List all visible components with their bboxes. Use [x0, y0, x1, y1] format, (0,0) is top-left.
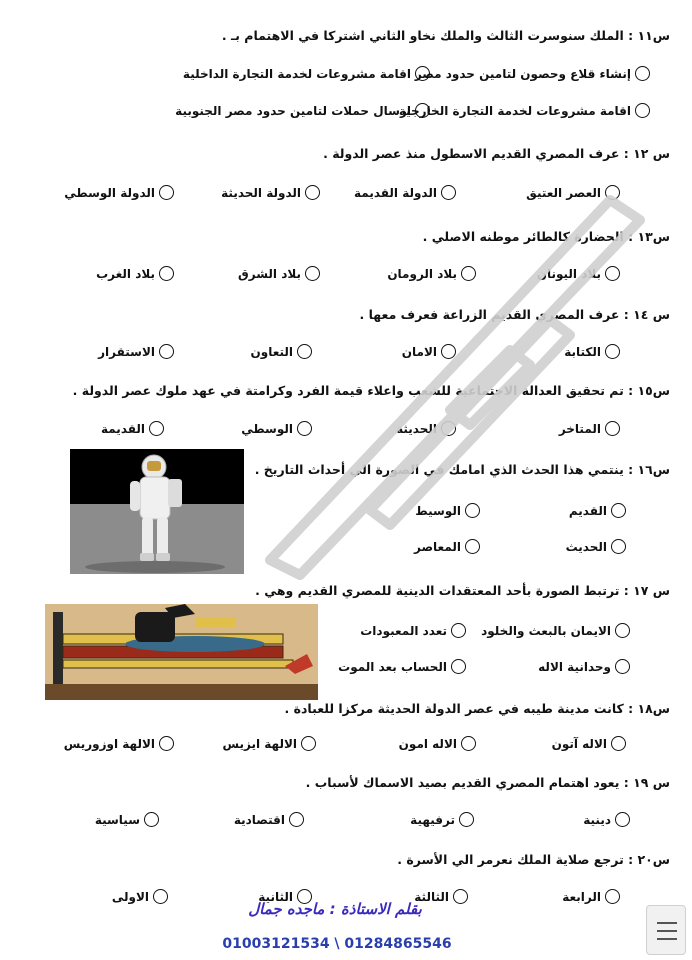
- radio-circle-icon[interactable]: [149, 421, 164, 436]
- q20-option-3[interactable]: الثانية: [258, 889, 312, 904]
- radio-circle-icon[interactable]: [465, 503, 480, 518]
- radio-circle-icon[interactable]: [159, 736, 174, 751]
- radio-circle-icon[interactable]: [415, 103, 430, 118]
- question-17: س ١٧ : ترتبط الصورة بأحد المعتقدات الدينية للمصري القديم وهي .: [255, 583, 670, 598]
- question-18: س١٨ : كانت مدينة طيبه في عصر الدولة الحديثة مركزا للعبادة .: [284, 701, 670, 716]
- q17-option-3[interactable]: وحدانية الاله: [538, 659, 630, 674]
- q17-option-1[interactable]: الايمان بالبعث والخلود: [481, 623, 630, 638]
- q15-option-2[interactable]: الحديثة: [396, 421, 456, 436]
- radio-circle-icon[interactable]: [441, 344, 456, 359]
- radio-circle-icon[interactable]: [611, 503, 626, 518]
- q16-option-4[interactable]: المعاصر: [414, 539, 480, 554]
- question-16: س١٦ : ينتمي هذا الحدث الذي امامك في الصورة الي أحداث التاريخ .: [254, 462, 670, 477]
- menu-button[interactable]: [646, 905, 686, 955]
- radio-circle-icon[interactable]: [441, 185, 456, 200]
- question-20: س٢٠ : ترجع صلاية الملك نعرمر الي الأسرة .: [397, 852, 670, 867]
- hamburger-line-icon: [657, 930, 677, 932]
- question-13: س١٣ : الحضارة كالطائر موطنه الاصلي .: [422, 229, 670, 244]
- q20-option-2[interactable]: الثالثة: [414, 889, 468, 904]
- phone-numbers: 01003121534 \ 01284865546: [222, 936, 452, 952]
- q15-option-1[interactable]: المتاخر: [559, 421, 620, 436]
- q11-option-1[interactable]: إنشاء قلاع وحصون لتامين حدود مصر: [415, 66, 650, 81]
- q17-option-2[interactable]: تعدد المعبودات: [360, 623, 466, 638]
- q20-option-4[interactable]: الاولى: [112, 889, 168, 904]
- radio-circle-icon[interactable]: [451, 623, 466, 638]
- radio-circle-icon[interactable]: [615, 623, 630, 638]
- q13-option-1[interactable]: بلاد اليونان: [537, 266, 620, 281]
- radio-circle-icon[interactable]: [461, 736, 476, 751]
- hamburger-line-icon: [657, 922, 677, 924]
- radio-circle-icon[interactable]: [605, 344, 620, 359]
- anubis-mummification-painting: [45, 604, 318, 700]
- mummification-illustration: [45, 604, 318, 700]
- radio-circle-icon[interactable]: [615, 659, 630, 674]
- q15-option-4[interactable]: القديمة: [101, 421, 164, 436]
- radio-circle-icon[interactable]: [465, 539, 480, 554]
- question-12: س ١٢ : عرف المصري القديم الاسطول منذ عصر الدولة .: [323, 146, 670, 161]
- radio-circle-icon[interactable]: [441, 421, 456, 436]
- q11-option-4[interactable]: ارسال حملات لتامين حدود مصر الجنوبية: [175, 103, 430, 118]
- q18-option-1[interactable]: الاله آتون: [552, 736, 626, 751]
- radio-circle-icon[interactable]: [159, 185, 174, 200]
- hamburger-line-icon: [657, 938, 677, 940]
- radio-circle-icon[interactable]: [305, 185, 320, 200]
- q14-option-2[interactable]: الامان: [402, 344, 456, 359]
- q12-option-2[interactable]: الدولة القديمة: [354, 185, 456, 200]
- q12-option-3[interactable]: الدولة الحديثة: [221, 185, 320, 200]
- q18-option-2[interactable]: الاله امون: [399, 736, 476, 751]
- q16-option-3[interactable]: الحديث: [566, 539, 626, 554]
- q15-option-3[interactable]: الوسطي: [241, 421, 312, 436]
- radio-circle-icon[interactable]: [635, 103, 650, 118]
- q16-option-2[interactable]: الوسيط: [415, 503, 480, 518]
- radio-circle-icon[interactable]: [605, 421, 620, 436]
- radio-circle-icon[interactable]: [297, 421, 312, 436]
- q11-option-3[interactable]: اقامة مشروعات لخدمة التجارة الخارجية: [399, 103, 650, 118]
- q18-option-4[interactable]: الالهة اوزوريس: [64, 736, 174, 751]
- radio-circle-icon[interactable]: [297, 344, 312, 359]
- q13-option-3[interactable]: بلاد الشرق: [238, 266, 320, 281]
- q19-option-4[interactable]: سياسية: [95, 812, 159, 827]
- q14-option-4[interactable]: الاستقرار: [98, 344, 174, 359]
- radio-circle-icon[interactable]: [415, 66, 430, 81]
- question-11: س١١ : الملك سنوسرت الثالث والملك نخاو الثاني اشتركا في الاهتمام بـ .: [221, 28, 670, 43]
- radio-circle-icon[interactable]: [159, 266, 174, 281]
- q16-option-1[interactable]: القديم: [569, 503, 626, 518]
- radio-circle-icon[interactable]: [305, 266, 320, 281]
- q19-option-2[interactable]: ترفيهية: [410, 812, 474, 827]
- question-14: س ١٤ : عرف المصري القديم الزراعة فعرف معها .: [359, 307, 670, 322]
- q14-option-1[interactable]: الكتابة: [564, 344, 620, 359]
- q17-option-4[interactable]: الحساب بعد الموت: [338, 659, 466, 674]
- radio-circle-icon[interactable]: [605, 266, 620, 281]
- radio-circle-icon[interactable]: [153, 889, 168, 904]
- q18-option-3[interactable]: الالهة ايزيس: [223, 736, 316, 751]
- radio-circle-icon[interactable]: [159, 344, 174, 359]
- radio-circle-icon[interactable]: [451, 659, 466, 674]
- q14-option-3[interactable]: التعاون: [251, 344, 313, 359]
- radio-circle-icon[interactable]: [144, 812, 159, 827]
- radio-circle-icon[interactable]: [635, 66, 650, 81]
- q12-option-1[interactable]: العصر العتيق: [526, 185, 620, 200]
- q19-option-1[interactable]: دينية: [583, 812, 630, 827]
- q13-option-2[interactable]: بلاد الرومان: [387, 266, 476, 281]
- radio-circle-icon[interactable]: [461, 266, 476, 281]
- radio-circle-icon[interactable]: [605, 889, 620, 904]
- astronaut-on-moon-photo: [70, 449, 244, 574]
- question-19: س ١٩ : يعود اهتمام المصري القديم بصيد الاسماك لأسباب .: [305, 775, 670, 790]
- radio-circle-icon[interactable]: [301, 736, 316, 751]
- radio-circle-icon[interactable]: [289, 812, 304, 827]
- radio-circle-icon[interactable]: [611, 539, 626, 554]
- radio-circle-icon[interactable]: [459, 812, 474, 827]
- radio-circle-icon[interactable]: [615, 812, 630, 827]
- q11-option-2[interactable]: اقامة مشروعات لخدمة التجارة الداخلية: [183, 66, 430, 81]
- radio-circle-icon[interactable]: [605, 185, 620, 200]
- q12-option-4[interactable]: الدولة الوسطي: [64, 185, 174, 200]
- q13-option-4[interactable]: بلاد الغرب: [96, 266, 174, 281]
- q19-option-3[interactable]: اقتصادية: [234, 812, 304, 827]
- q20-option-1[interactable]: الرابعة: [562, 889, 620, 904]
- radio-circle-icon[interactable]: [611, 736, 626, 751]
- question-15: س١٥ : تم تحقيق العدالة الاجتماعية للشعب واعلاء قيمة الفرد وكرامتة في عهد ملوك عصر الدولة .: [72, 383, 670, 398]
- astronaut-illustration: [70, 449, 244, 574]
- author-signature: بقلم الاستاذة : ماجده جمال: [248, 900, 422, 918]
